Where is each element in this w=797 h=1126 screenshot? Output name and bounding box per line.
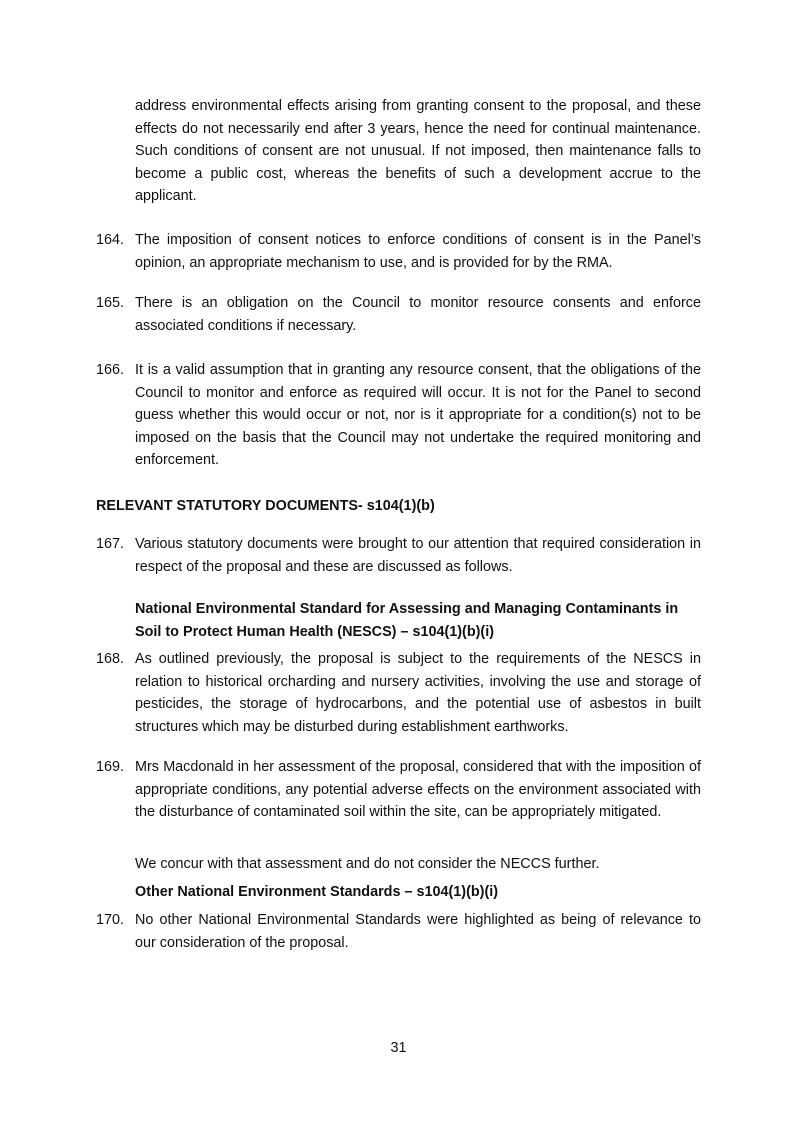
paragraph-168 xyxy=(96,648,701,738)
continued-paragraph: address environmental effects arising from granting consent to the proposal, and these effects do not necessarily end after 3 years, hence the need for continual maintenance. Such conditions of consent are not unusual. If not imposed, then maintenance falls to become a public cost, whereas the benefits of such a development accrue to the applicant. xyxy=(135,98,701,205)
paragraph-number: 170. xyxy=(96,912,125,928)
concur-statement: We concur with that assessment and do not consider the NECCS further. xyxy=(135,856,600,872)
paragraph-166 xyxy=(96,359,701,472)
subheading-nescs: National Environmental Standard for Assessing and Managing Contaminants in Soil to Protect Human Health (NESCS) – s104(1)(b)(i) xyxy=(135,601,679,640)
section-heading: RELEVANT STATUTORY DOCUMENTS- s104(1)(b) xyxy=(96,498,435,514)
paragraph-text: Mrs Macdonald in her assessment of the proposal, considered that with the imposition of appropriate conditions, any potential adverse effects on the environment associated with the disturbance of contaminated soil within the site, can be appropriately mitigated. xyxy=(135,759,701,821)
paragraph-164 xyxy=(96,229,701,274)
subheading-other-standards: Other National Environment Standards – s104(1)(b)(i) xyxy=(135,884,499,900)
paragraph-number: 169. xyxy=(96,759,125,775)
paragraph-text: There is an obligation on the Council to monitor resource consents and enforce associated conditions if necessary. xyxy=(135,295,701,334)
paragraph-text: It is a valid assumption that in granting any resource consent, that the obligations of the Council to monitor and enforce as required will occur. It is not for the Panel to second guess whether this would occur or not, nor is it appropriate for a condition(s) not to be imposed on the basis that the Council may not undertake the required monitoring and enforcement. xyxy=(135,362,701,469)
paragraph-text: Various statutory documents were brought to our attention that required consideration in respect of the proposal and these are discussed as follows. xyxy=(135,536,701,575)
paragraph-169 xyxy=(96,756,701,824)
paragraph-text: As outlined previously, the proposal is subject to the requirements of the NESCS in relation to historical orcharding and nursery activities, involving the use and storage of pesticides, the storage of hydrocarbons, and the potential use of asbestos in built structures which may be disturbed during establishment earthworks. xyxy=(135,651,701,735)
paragraph-167 xyxy=(96,533,701,578)
paragraph-165 xyxy=(96,292,701,337)
paragraph-number: 164. xyxy=(96,232,125,248)
paragraph-170 xyxy=(96,909,701,954)
paragraph-number: 165. xyxy=(96,295,125,311)
page-number: 31 xyxy=(390,1040,407,1056)
paragraph-number: 168. xyxy=(96,651,125,667)
paragraph-number: 166. xyxy=(96,362,125,378)
paragraph-number: 167. xyxy=(96,536,125,552)
paragraph-text: No other National Environmental Standards were highlighted as being of relevance to our consideration of the proposal. xyxy=(135,912,701,951)
paragraph-text: The imposition of consent notices to enforce conditions of consent is in the Panel’s opinion, an appropriate mechanism to use, and is provided for by the RMA. xyxy=(135,232,701,271)
